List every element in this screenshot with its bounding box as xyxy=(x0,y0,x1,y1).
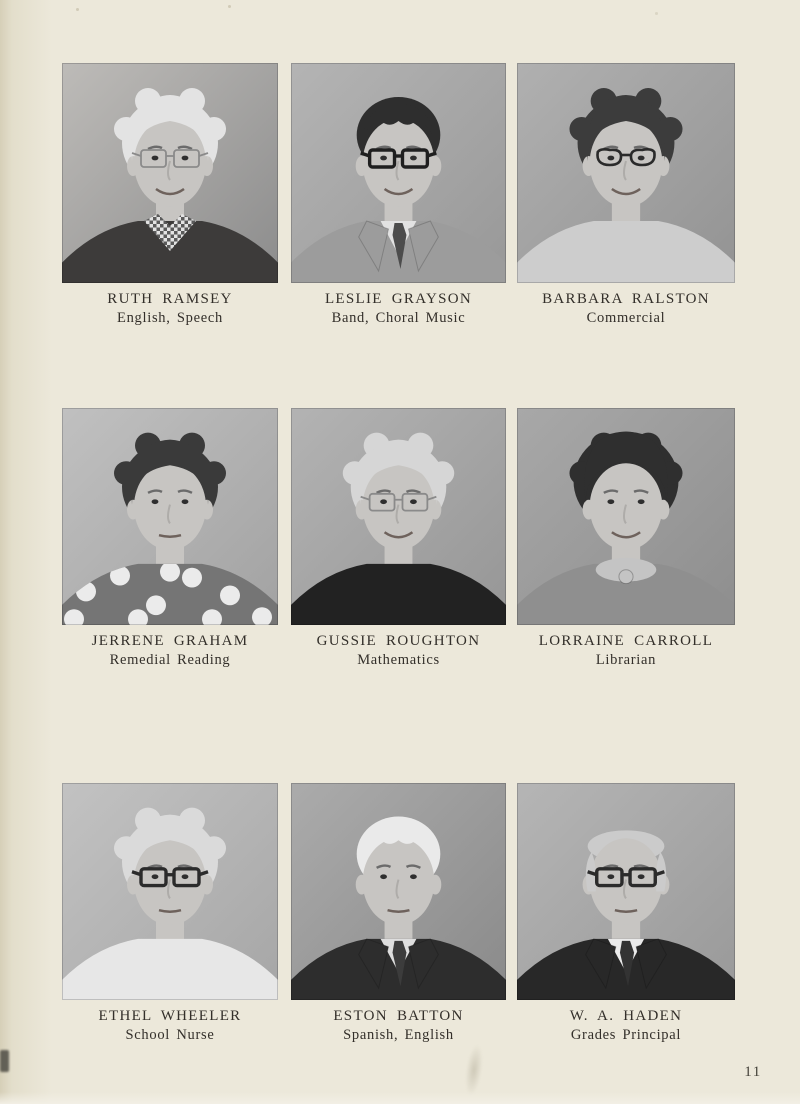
portrait-illustration xyxy=(517,63,735,283)
portrait-photo xyxy=(291,63,506,283)
portrait-illustration xyxy=(62,783,278,1000)
portrait-photo xyxy=(291,783,506,1000)
faculty-subject: Mathematics xyxy=(357,652,440,668)
portrait-illustration xyxy=(517,408,735,625)
portrait-photo xyxy=(517,783,735,1000)
faculty-caption xyxy=(291,1007,506,1046)
portrait-photo xyxy=(517,63,735,283)
faculty-subject: Commercial xyxy=(586,310,666,326)
faculty-name: LORRAINE CARROLL xyxy=(538,633,714,649)
faculty-cell-barbara-ralston xyxy=(517,63,735,329)
faculty-caption xyxy=(517,632,735,671)
portrait-photo xyxy=(62,783,278,1000)
faculty-caption xyxy=(62,1007,278,1046)
faculty-subject: Remedial Reading xyxy=(109,652,231,668)
portrait-illustration xyxy=(291,63,506,283)
portrait-photo xyxy=(517,408,735,625)
faculty-subject: Librarian xyxy=(595,652,657,668)
faculty-subject: Spanish, English xyxy=(343,1027,454,1043)
portrait-illustration xyxy=(62,63,278,283)
faculty-name: RUTH RAMSEY xyxy=(107,291,233,307)
faculty-name: GUSSIE ROUGHTON xyxy=(316,633,481,649)
scan-artifact-smudge xyxy=(462,1043,485,1097)
faculty-cell-ethel-wheeler xyxy=(62,783,278,1046)
portrait-photo xyxy=(62,63,278,283)
faculty-name: LESLIE GRAYSON xyxy=(324,291,473,307)
portrait-photo xyxy=(62,408,278,625)
faculty-name: BARBARA RALSTON xyxy=(542,291,710,307)
faculty-cell-eston-batton xyxy=(291,783,506,1046)
faculty-cell-jerrene-graham xyxy=(62,408,278,671)
faculty-subject: Grades Principal xyxy=(570,1027,682,1043)
faculty-caption xyxy=(517,290,735,329)
faculty-name: ESTON BATTON xyxy=(333,1008,464,1024)
faculty-name: W. A. HADEN xyxy=(569,1008,683,1024)
scan-artifact-mark xyxy=(0,1050,9,1072)
portrait-illustration xyxy=(291,408,506,625)
faculty-cell-wa-haden xyxy=(517,783,735,1046)
faculty-cell-leslie-grayson xyxy=(291,63,506,329)
faculty-subject: Band, Choral Music xyxy=(331,310,466,326)
faculty-name: ETHEL WHEELER xyxy=(98,1008,242,1024)
faculty-caption xyxy=(291,632,506,671)
faculty-caption xyxy=(291,290,506,329)
faculty-cell-gussie-roughton xyxy=(291,408,506,671)
scan-artifact-speck xyxy=(655,12,658,15)
faculty-name: JERRENE GRAHAM xyxy=(91,633,249,649)
faculty-subject: School Nurse xyxy=(125,1027,215,1043)
faculty-caption xyxy=(62,632,278,671)
portrait-illustration xyxy=(62,408,278,625)
portrait-illustration xyxy=(291,783,506,1000)
faculty-caption xyxy=(517,1007,735,1046)
scan-artifact-speck xyxy=(76,8,79,11)
faculty-caption xyxy=(62,290,278,329)
faculty-cell-lorraine-carroll xyxy=(517,408,735,671)
faculty-subject: English, Speech xyxy=(117,310,223,326)
scan-artifact-speck xyxy=(228,5,231,8)
portrait-photo xyxy=(291,408,506,625)
faculty-cell-ruth-ramsey xyxy=(62,63,278,329)
page-number: 11 xyxy=(744,1064,762,1080)
portrait-illustration xyxy=(517,783,735,1000)
